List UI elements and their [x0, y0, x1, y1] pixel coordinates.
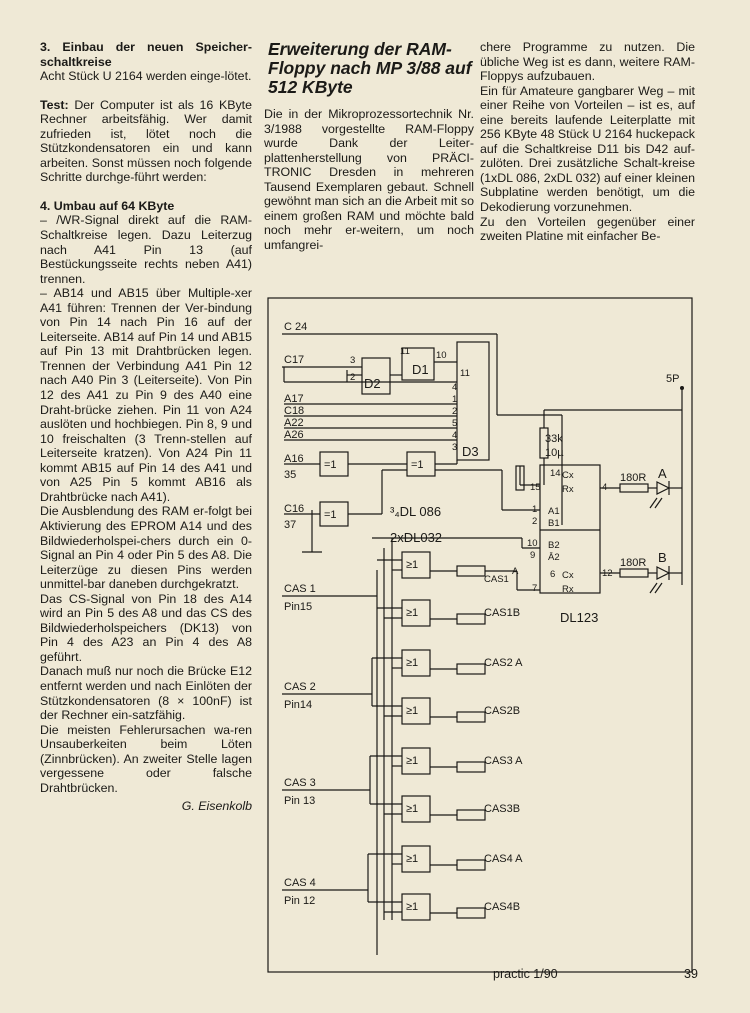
column-right — [480, 40, 695, 244]
output-label: CAS3 A — [484, 755, 523, 767]
output-label: CAS1 — [484, 574, 509, 585]
paragraph: Die meisten Fehlerursachen wa-ren Unsauberkeiten beim Löten (Zinnbrücken). An zweiter Stelle lagen vergessene oder falsche Drahtbrücken. — [40, 722, 252, 795]
signal-label: C17 — [284, 354, 305, 366]
section-heading: 3. Einbau der neuen Speicher-schaltkreise — [40, 40, 252, 69]
svg-text:CAS 3: CAS 3 — [284, 777, 316, 789]
paragraph: Danach muß nur noch die Brücke E12 entfernt werden und nach Einlöten der Stützkondensatoren (8 × 100nF) ist der Rechner ein-satzfähig. — [40, 664, 252, 723]
svg-text:A16: A16 — [284, 453, 304, 465]
or-gate-cas4a — [402, 846, 523, 872]
svg-text:≥1: ≥1 — [406, 853, 419, 865]
svg-text:14: 14 — [550, 468, 561, 479]
svg-text:9: 9 — [530, 550, 536, 561]
svg-text:37: 37 — [284, 519, 297, 531]
output-label: CAS2 A — [484, 657, 523, 669]
paragraph: chere Programme zu nutzen. Die übliche Weg ist es dann, weitere RAM-Floppys aufzubauen. — [480, 40, 695, 84]
output-label: CAS1B — [484, 607, 521, 619]
svg-text:1: 1 — [452, 394, 458, 405]
svg-text:Rx: Rx — [562, 484, 574, 495]
svg-text:10: 10 — [527, 538, 538, 549]
svg-text:Pin 12: Pin 12 — [284, 895, 316, 907]
or-gate-cas2b — [402, 698, 520, 724]
output-label: CAS4 A — [484, 853, 523, 865]
svg-text:A: A — [512, 566, 519, 577]
or-gate-cas1b — [402, 600, 520, 626]
chip-label: 2xDL032 — [390, 530, 443, 545]
paragraph: Die Ausblendung des RAM er-folgt bei Aktivierung des EPROM A14 und des Bildwiederholspei-chers durch ein 0-Signal an Pin 4 oder Pin 5 des A8. Die Leiterzüge zu diesen Pins werden unmittel-bar daneben durchgekratzt. — [40, 504, 252, 592]
or-gate-cas3b — [402, 796, 520, 822]
schematic-frame — [268, 298, 692, 972]
svg-text:=1: =1 — [324, 509, 337, 521]
svg-text:=1: =1 — [324, 459, 337, 471]
paragraph: Die in der Mikroprozessortechnik Nr. 3/1988 vorgestellte RAM-Floppy wurde Dank der Leiter-plattenherstellung von PRÄCI-TRONIC Dresden in mehreren Tausend Exemplaren gebaut. Schnell gewöhnt man sich an die Arbeit mit so einem großen RAM und möchte bald noch mehr er-weitern, um noch umfangrei- — [264, 107, 474, 252]
output-label: CAS2B — [484, 705, 521, 717]
chip-label: ³₄DL 086 — [390, 504, 442, 519]
column-middle — [264, 40, 474, 252]
or-gate-cas2a — [402, 650, 523, 676]
svg-text:4: 4 — [602, 482, 608, 493]
paragraph — [40, 98, 252, 185]
svg-text:≥1: ≥1 — [406, 803, 419, 815]
svg-text:11: 11 — [460, 368, 470, 379]
svg-text:≥1: ≥1 — [406, 657, 419, 669]
svg-text:B2: B2 — [548, 540, 560, 551]
svg-text:180R: 180R — [620, 472, 647, 484]
svg-text:15: 15 — [530, 482, 541, 493]
svg-text:3: 3 — [452, 442, 458, 453]
svg-text:A26: A26 — [284, 429, 304, 441]
paragraph: Acht Stück U 2164 werden einge-lötet. — [40, 69, 252, 84]
svg-text:Pin 13: Pin 13 — [284, 795, 316, 807]
svg-text:12: 12 — [602, 568, 613, 579]
svg-text:6: 6 — [550, 569, 556, 580]
paragraph: Das CS-Signal von Pin 18 des A14 wird an Pin 5 des A8 und das CS des Bildwiederholspeichers (DK13) von Pin 4 des A23 an Pin 4 des A8 geführt. — [40, 591, 252, 664]
svg-text:Pin14: Pin14 — [284, 699, 313, 711]
svg-text:2: 2 — [532, 516, 538, 527]
resistor-180r — [620, 484, 648, 492]
paragraph: Zu den Vorteilen gegenüber einer zweiten Platine mit einfacher Be- — [480, 214, 695, 244]
page-number: 39 — [684, 967, 698, 981]
led-b-label: B — [658, 550, 667, 565]
svg-text:4: 4 — [452, 382, 458, 393]
paragraph: – /WR-Signal direkt auf die RAM-Schaltkreise legen. Dazu Leiterzug nach A41 Pin 13 (auf Bestückungsseite rechts neben A41) trennen. — [40, 213, 252, 286]
svg-text:10: 10 — [436, 350, 447, 361]
svg-text:2: 2 — [350, 372, 356, 383]
gate-label: D2 — [364, 376, 381, 391]
svg-text:=1: =1 — [411, 459, 424, 471]
svg-text:Ā2: Ā2 — [548, 552, 560, 563]
svg-text:≥1: ≥1 — [406, 755, 419, 767]
or-gate-cas3a — [402, 748, 523, 774]
output-label: CAS3B — [484, 803, 521, 815]
paragraph: – AB14 und AB15 über Multiple-xer A41 führen: Trennen der Ver-bindung von Pin 14 nach Pin 16 auf der Leiterseite. AB14 auf Pin 14 und AB15 auf Pin 13 mit Drahtbrücken legen. Trennen der Verbindung A41 Pin 12 nach A40 Pin 3 (Leiterseite). Von Pin 12 des A41 zu Pin 9 des A40 eine Draht-brücke ziehen. Pin 11 von A24 auslöten und hochbiegen. Pin 8, 9 und 10 freischalten (3 Trenn-stellen auf Leiterseite kratzen). Von A24 Pin 11 kommt AB15 auf Pin 14 des A41 und von A25 Pin 5 kommt AB16 als Drahtbrücke nach A41). — [40, 286, 252, 504]
svg-text:A22: A22 — [284, 417, 304, 429]
svg-text:3: 3 — [350, 355, 356, 366]
gate-label: D3 — [462, 444, 479, 459]
svg-text:10µ: 10µ — [545, 447, 564, 459]
circuit-schematic — [262, 290, 702, 980]
svg-text:5P: 5P — [666, 373, 680, 385]
column-left — [40, 40, 252, 814]
svg-text:35: 35 — [284, 469, 297, 481]
section-heading: 4. Umbau auf 64 KByte — [40, 198, 175, 213]
author-signature: G. Eisenkolb — [181, 799, 252, 814]
svg-text:1: 1 — [532, 504, 538, 515]
svg-text:CAS 1: CAS 1 — [284, 583, 316, 595]
footer-magazine: practic 1/90 — [493, 967, 558, 981]
resistor-180r — [620, 569, 648, 577]
svg-text:A1: A1 — [548, 506, 560, 517]
article-title: Erweiterung der RAM-Floppy nach MP 3/88 auf 512 KByte — [268, 39, 472, 97]
svg-text:CAS 2: CAS 2 — [284, 681, 316, 693]
or-gate-cas1a — [402, 552, 540, 590]
svg-text:180R: 180R — [620, 557, 647, 569]
svg-text:≥1: ≥1 — [406, 901, 419, 913]
led-a-label: A — [658, 466, 667, 481]
svg-text:Cx: Cx — [562, 570, 574, 581]
svg-text:≥1: ≥1 — [406, 705, 419, 717]
svg-text:2: 2 — [452, 406, 458, 417]
svg-text:≥1: ≥1 — [406, 559, 419, 571]
svg-text:Pin15: Pin15 — [284, 601, 313, 613]
chip-label: DL123 — [560, 610, 599, 625]
svg-text:Cx: Cx — [562, 470, 574, 481]
svg-text:11: 11 — [400, 346, 410, 357]
svg-text:4: 4 — [452, 430, 458, 441]
svg-text:≥1: ≥1 — [406, 607, 419, 619]
svg-text:CAS 4: CAS 4 — [284, 877, 316, 889]
svg-text:B1: B1 — [548, 518, 560, 529]
svg-text:C16: C16 — [284, 503, 305, 515]
or-gate-cas4b — [402, 894, 520, 920]
paragraph: Ein für Amateure gangbarer Weg – mit einer Reihe von Vorteilen – ist es, auf eine bereits laufende Leiterplatte mit 256 KByte 48 Stück U 2164 huckepack auf die Schaltkreise D11 bis D42 auf-zulöten. Drei zusätzliche Schalt-kreise (1xDL 086, 2xDL 032) auf einer kleinen Subplatine werden benötigt, um die Dekodierung vorzunehmen. — [480, 83, 695, 215]
output-label: CAS4B — [484, 901, 521, 913]
svg-text:7: 7 — [532, 583, 538, 594]
svg-text:5: 5 — [452, 418, 458, 429]
gate-d3 — [457, 342, 489, 460]
svg-text:A17: A17 — [284, 393, 304, 405]
paragraph-lead: Test: — [40, 97, 69, 112]
svg-text:Rx: Rx — [562, 584, 574, 595]
paragraph-text: Der Computer ist als 16 KByte Rechner arbeitsfähig. Wer damit zufrieden ist, lötet noch die Stützkondensatoren ein und kann arbeiten. Sonst müssen noch folgende Schritte durchge-führt werden: — [40, 97, 252, 185]
signal-label: C 24 — [284, 321, 308, 333]
svg-text:C18: C18 — [284, 405, 305, 417]
gate-label: D1 — [412, 362, 429, 377]
svg-text:33k: 33k — [545, 433, 563, 445]
